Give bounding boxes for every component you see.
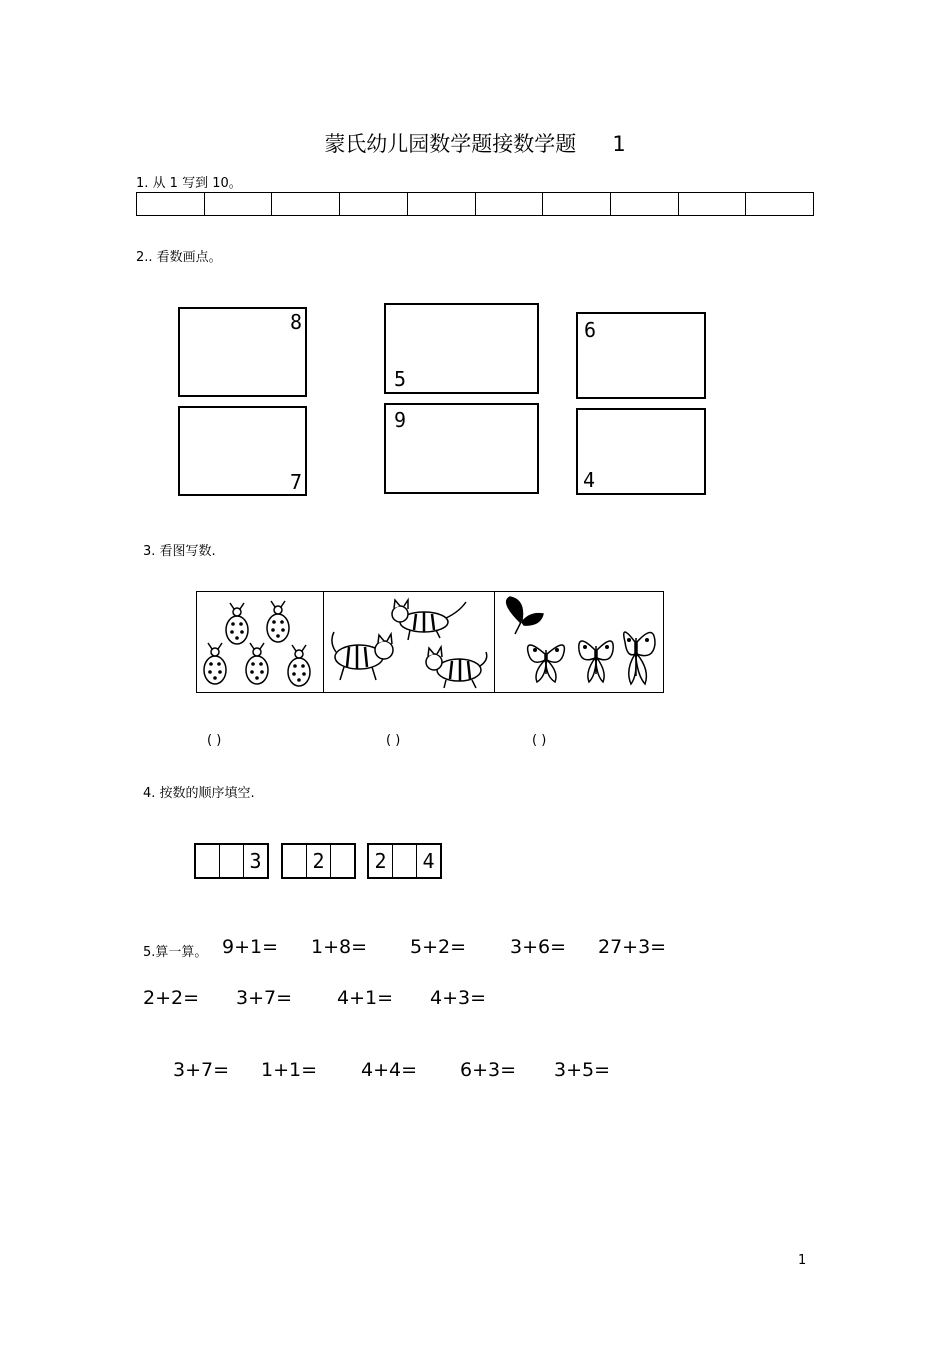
dot-box-7[interactable] bbox=[178, 406, 307, 496]
answer-cell-3[interactable] bbox=[272, 193, 340, 215]
equation[interactable]: 4+1= bbox=[337, 987, 394, 1009]
equation[interactable]: 4+4= bbox=[361, 1059, 418, 1081]
dot-box-4[interactable] bbox=[576, 408, 706, 495]
cat-illustration bbox=[324, 592, 494, 692]
answer-cell-1[interactable] bbox=[137, 193, 205, 215]
dot-box-9[interactable] bbox=[384, 403, 539, 494]
answer-cell-9[interactable] bbox=[679, 193, 747, 215]
cat-icon bbox=[332, 632, 393, 680]
butterfly-illustration bbox=[495, 592, 663, 692]
dot-box-5[interactable] bbox=[384, 303, 539, 394]
equation[interactable]: 27+3= bbox=[598, 936, 667, 958]
equation[interactable]: 5+2= bbox=[410, 936, 467, 958]
cat-panel bbox=[324, 592, 495, 692]
q1-label: 1. 从 1 写到 10。 bbox=[136, 176, 242, 191]
answer-cell-7[interactable] bbox=[543, 193, 611, 215]
butterfly-icon bbox=[507, 597, 543, 634]
answer-paren-cat[interactable]: ( ) bbox=[386, 733, 401, 748]
sequence-number: 2 bbox=[307, 845, 331, 877]
equation[interactable]: 1+8= bbox=[311, 936, 368, 958]
answer-cell-6[interactable] bbox=[476, 193, 544, 215]
sequence-number: 3 bbox=[249, 849, 262, 873]
sequence-group-3 bbox=[367, 843, 442, 879]
sequence-blank[interactable] bbox=[393, 845, 417, 877]
ladybug-panel bbox=[197, 592, 324, 692]
answer-cell-8[interactable] bbox=[611, 193, 679, 215]
answer-paren-butterfly[interactable]: ( ) bbox=[532, 733, 547, 748]
equation[interactable]: 3+7= bbox=[173, 1059, 230, 1081]
dot-box-number: 8 bbox=[289, 310, 302, 334]
title-text: 蒙氏幼儿园数学题接数学题 bbox=[324, 132, 577, 156]
dot-box-number: 4 bbox=[583, 468, 596, 492]
q3-label: 3. 看图写数. bbox=[143, 544, 216, 559]
ladybug-illustration bbox=[197, 592, 323, 692]
dot-box-number: 9 bbox=[394, 408, 407, 432]
equation[interactable]: 6+3= bbox=[460, 1059, 517, 1081]
equation[interactable]: 2+2= bbox=[143, 987, 200, 1009]
q5-label: 5.算一算。 bbox=[143, 945, 208, 960]
sequence-blank[interactable] bbox=[283, 845, 307, 877]
write-1-to-10-grid bbox=[136, 192, 814, 216]
title-number: 1 bbox=[612, 132, 626, 156]
dot-box-number: 7 bbox=[289, 470, 302, 494]
answer-cell-4[interactable] bbox=[340, 193, 408, 215]
equation[interactable]: 3+5= bbox=[554, 1059, 611, 1081]
page-title bbox=[0, 128, 950, 158]
cat-icon bbox=[392, 600, 466, 640]
answer-paren-ladybug[interactable]: ( ) bbox=[207, 733, 222, 748]
cat-icon bbox=[426, 647, 487, 688]
dot-box-6[interactable] bbox=[576, 312, 706, 399]
answer-cell-10[interactable] bbox=[746, 193, 813, 215]
sequence-blank[interactable] bbox=[331, 845, 354, 877]
equation[interactable]: 3+7= bbox=[236, 987, 293, 1009]
equation[interactable]: 1+1= bbox=[261, 1059, 318, 1081]
sequence-group-2 bbox=[281, 843, 356, 879]
sequence-number: 4 bbox=[422, 849, 435, 873]
sequence-blank[interactable] bbox=[196, 845, 220, 877]
dot-box-8[interactable] bbox=[178, 307, 307, 397]
equation[interactable]: 9+1= bbox=[222, 936, 279, 958]
page-number: 1 bbox=[798, 1253, 807, 1268]
q2-label: 2.. 看数画点。 bbox=[136, 250, 222, 265]
picture-strip bbox=[196, 591, 664, 693]
sequence-blank[interactable] bbox=[220, 845, 244, 877]
dot-box-number: 6 bbox=[584, 318, 597, 342]
q4-label: 4. 按数的顺序填空. bbox=[143, 786, 255, 801]
answer-cell-2[interactable] bbox=[205, 193, 273, 215]
answer-cell-5[interactable] bbox=[408, 193, 476, 215]
dot-box-number: 5 bbox=[394, 367, 407, 391]
sequence-group-1 bbox=[194, 843, 269, 879]
sequence-number: 2 bbox=[369, 845, 393, 877]
equation[interactable]: 4+3= bbox=[430, 987, 487, 1009]
butterfly-panel bbox=[495, 592, 663, 692]
equation[interactable]: 3+6= bbox=[510, 936, 567, 958]
